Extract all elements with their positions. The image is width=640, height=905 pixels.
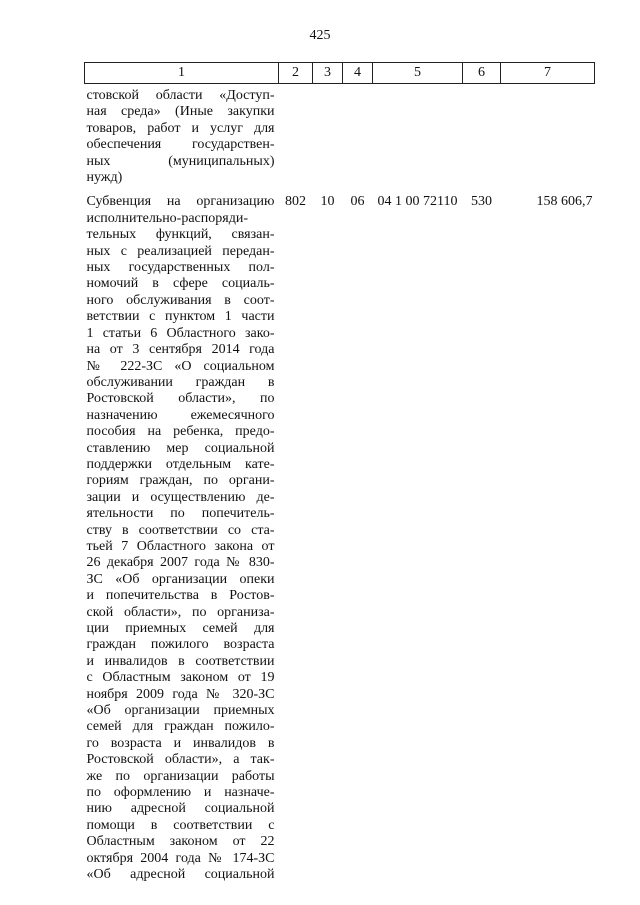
description-line: с Областным законом от 19: [86, 670, 275, 686]
header-row: [85, 63, 595, 84]
description-line: Ростовской области», по: [86, 391, 275, 407]
row-expense-type: 530: [471, 194, 492, 210]
header-col-6: 6: [463, 63, 501, 84]
row-amount: 158 606,7: [536, 194, 593, 210]
description-line: ятельности по попечитель-: [86, 506, 275, 522]
header-col-1: 1: [85, 63, 279, 84]
description-line: 1 статьи 6 Областного зако-: [86, 325, 275, 341]
description-line: «Об адресной социальной: [86, 867, 275, 883]
table-row: [85, 194, 595, 883]
description-line: ЗС «Об организации опеки: [86, 571, 275, 587]
description-line: октября 2004 года № 174-ЗС: [86, 850, 275, 866]
description-line: на от 3 сентября 2014 года: [86, 342, 275, 358]
description-line: товаров, работ и услуг для: [86, 120, 275, 136]
description-line: обеспечения государствен-: [86, 137, 275, 153]
header-col-4: 4: [343, 63, 373, 84]
description-line: ных государственных пол-: [86, 260, 275, 276]
description-line: ных (муниципальных): [86, 153, 275, 169]
description-line: ской области», по организа-: [86, 604, 275, 620]
description-line: помощи в соответствии с: [86, 817, 275, 833]
description-line: Ростовской области», а так-: [86, 752, 275, 768]
description-line: поддержки отдельным кате-: [86, 456, 275, 472]
description-line: тьей 7 Областного закона от: [86, 538, 275, 554]
description-line: ции приемных семей для: [86, 621, 275, 636]
header-col-3: 3: [313, 63, 343, 84]
description-line: обслуживании граждан в: [86, 374, 275, 390]
budget-table: [84, 62, 595, 884]
row-ministry-code: [279, 84, 313, 195]
description-line: ных с реализацией передан-: [86, 243, 275, 259]
description-line: Субвенция на организацию: [86, 194, 275, 210]
row-description: [85, 194, 279, 883]
description-line: ноября 2009 года № 320-ЗС: [86, 686, 275, 702]
table-body: [85, 84, 595, 884]
description-line: же по организации работы: [86, 768, 275, 784]
table-row: [85, 84, 595, 195]
description-line: го возраста и инвалидов в: [86, 735, 275, 751]
description-line: назначению ежемесячного: [86, 407, 275, 423]
row-subsection-code: 06: [350, 194, 365, 210]
description-line: семей для граждан пожило-: [86, 719, 275, 735]
description-line: зации и осуществлению де-: [86, 489, 275, 505]
description-line: ставлению мер социальной: [86, 440, 275, 456]
header-col-7: 7: [501, 63, 595, 84]
description-line: нужд): [86, 170, 123, 186]
header-col-5: 5: [373, 63, 463, 84]
description-line: пособия на ребенка, предо-: [86, 424, 275, 440]
description-line: «Об организации приемных: [86, 703, 275, 719]
description-line: исполнительно-распоряди-: [86, 210, 248, 226]
row-description: [85, 84, 279, 195]
description-line: ного обслуживания в соот-: [86, 292, 275, 308]
description-line: ветствии с пунктом 1 части: [86, 309, 275, 325]
page-number: 425: [309, 28, 331, 43]
description-line: и попечительства в Ростов-: [86, 588, 275, 604]
row-target-code: [373, 84, 463, 195]
description-line: нию адресной социальной: [86, 801, 275, 817]
description-line: стовской области «Доступ-: [86, 88, 275, 103]
description-line: номочий в сфере социаль-: [86, 276, 275, 292]
description-line: и инвалидов в соответствии: [86, 653, 275, 669]
description-line: граждан пожилого возраста: [86, 637, 275, 653]
row-target-code: 04 1 00 72110: [377, 194, 458, 210]
table-header: [85, 63, 595, 84]
description-line: ная среда» (Иные закупки: [86, 104, 275, 120]
description-line: по оформлению и назначе-: [86, 785, 275, 801]
row-section-code: [313, 84, 343, 195]
description-line: № 222-ЗС «О социальном: [86, 358, 275, 374]
row-section-code: 10: [320, 194, 335, 210]
description-line: гориям граждан, по органи-: [86, 473, 275, 489]
description-line: Областным законом от 22: [86, 834, 275, 850]
row-amount: [501, 84, 595, 195]
description-line: 26 декабря 2007 года № 830-: [86, 555, 275, 571]
row-subsection-code: [343, 84, 373, 195]
description-line: ству в соответствии со ста-: [86, 522, 275, 538]
row-expense-type: [463, 84, 501, 195]
row-ministry-code: 802: [285, 194, 306, 210]
description-line: тельных функций, связан-: [86, 227, 275, 243]
header-col-2: 2: [279, 63, 313, 84]
